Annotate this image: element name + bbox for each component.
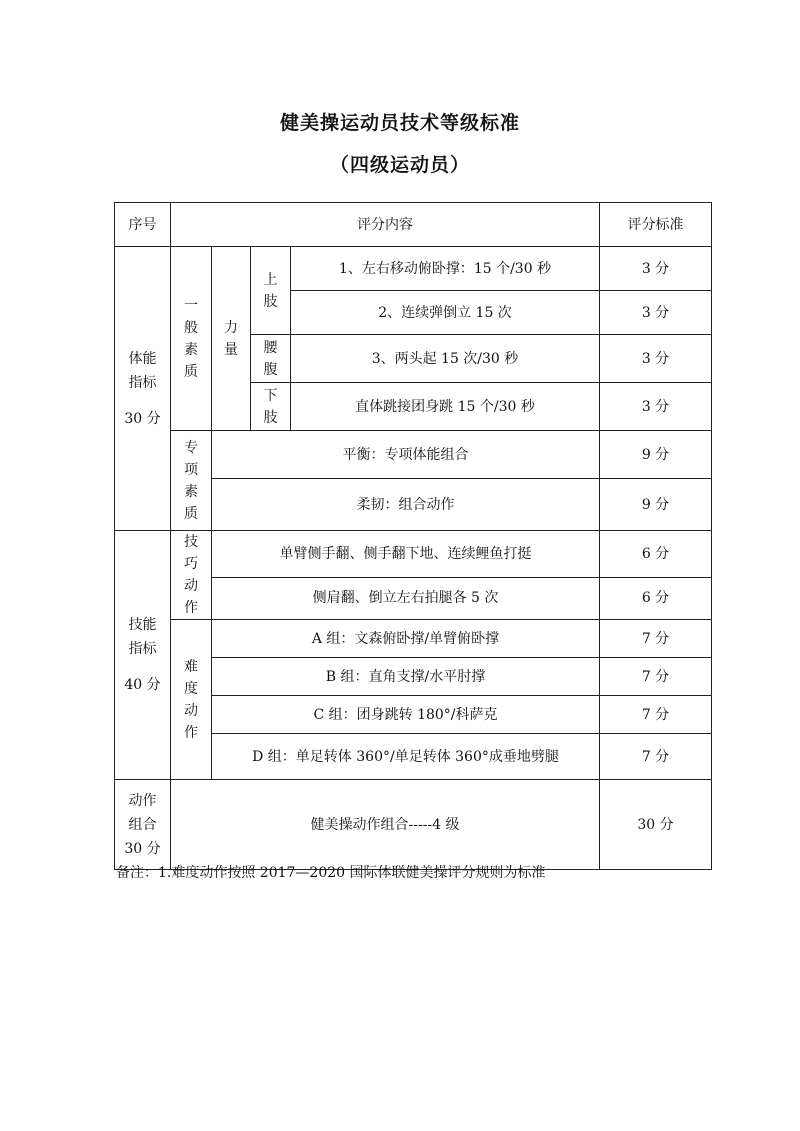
- header-standard: 评分标准: [600, 203, 712, 247]
- subcategory-difficulty-label: 难度动作: [183, 658, 198, 741]
- subcategory-difficulty: [171, 620, 212, 780]
- item-score: 9 分: [600, 431, 712, 479]
- document-title: 健美操运动员技术等级标准: [279, 112, 520, 134]
- table-row: [115, 531, 712, 578]
- table-row: [115, 620, 712, 658]
- table-row: [115, 431, 712, 479]
- part-upper: [251, 247, 291, 335]
- subcategory-special: [171, 431, 212, 531]
- part-lower: [251, 383, 291, 431]
- item-content: B 组：直角支撑/水平肘撑: [212, 658, 600, 696]
- subcategory-technique: [171, 531, 212, 620]
- subcategory-strength: [212, 247, 251, 431]
- category-skill-label2: 指标: [128, 641, 157, 657]
- item-score: 7 分: [600, 658, 712, 696]
- standards-table: [114, 202, 712, 870]
- footnote: 备注：1.难度动作按照 2017—2020 国际体联健美操评分规则为标准: [116, 865, 546, 881]
- subcategory-strength-label: 力量: [223, 319, 238, 358]
- category-physical: [115, 247, 171, 531]
- item-content: 2、连续弹倒立 15 次: [291, 291, 600, 335]
- table-row: [115, 247, 712, 291]
- item-content: A 组：文森俯卧撑/单臂俯卧撑: [212, 620, 600, 658]
- category-skill-label: 技能: [128, 617, 157, 633]
- item-content: 直体跳接团身跳 15 个/30 秒: [291, 383, 600, 431]
- category-physical-points: 30 分: [124, 410, 161, 427]
- item-content: C 组：团身跳转 180°/科萨克: [212, 696, 600, 734]
- item-score: 7 分: [600, 620, 712, 658]
- document-subtitle: （四级运动员）: [329, 154, 470, 176]
- item-score: 3 分: [600, 291, 712, 335]
- category-combo-label2: 组合: [128, 816, 157, 833]
- item-score: 3 分: [600, 383, 712, 431]
- subcategory-general: [171, 247, 212, 431]
- table-header-row: [115, 203, 712, 247]
- item-score: 7 分: [600, 696, 712, 734]
- item-content: 侧肩翻、倒立左右拍腿各 5 次: [212, 577, 600, 619]
- item-content: 3、两头起 15 次/30 秒: [291, 335, 600, 383]
- subcategory-technique-label: 技巧动作: [183, 534, 198, 616]
- item-score: 6 分: [600, 531, 712, 578]
- part-waist: [251, 335, 291, 383]
- subcategory-special-label: 专项素质: [183, 439, 198, 522]
- item-content: 柔韧：组合动作: [212, 479, 600, 531]
- category-skill: [115, 531, 171, 780]
- item-content: 1、左右移动俯卧撑：15 个/30 秒: [291, 247, 600, 291]
- part-waist-label: 腰腹: [263, 339, 278, 378]
- item-content: 健美操动作组合-----4 级: [171, 780, 600, 870]
- item-score: 3 分: [600, 247, 712, 291]
- subcategory-general-label: 一般素质: [183, 297, 198, 380]
- header-content: 评分内容: [171, 203, 600, 247]
- item-score: 3 分: [600, 335, 712, 383]
- header-index: 序号: [115, 203, 171, 247]
- category-combo-label: 动作: [128, 792, 157, 809]
- item-content: D 组：单足转体 360°/单足转体 360°成垂地劈腿: [212, 734, 600, 780]
- part-upper-label: 上肢: [263, 271, 278, 310]
- category-skill-points: 40 分: [124, 677, 161, 693]
- item-score: 7 分: [600, 734, 712, 780]
- item-score: 30 分: [600, 780, 712, 870]
- item-content: 平衡：专项体能组合: [212, 431, 600, 479]
- item-score: 9 分: [600, 479, 712, 531]
- category-physical-label2: 指标: [128, 374, 157, 391]
- item-content: 单臂侧手翻、侧手翻下地、连续鲤鱼打挺: [212, 531, 600, 578]
- table-row: [115, 780, 712, 870]
- category-combo-points: 30 分: [124, 840, 161, 857]
- item-score: 6 分: [600, 577, 712, 619]
- part-lower-label: 下肢: [263, 387, 278, 426]
- category-combo: [115, 780, 171, 870]
- category-physical-label: 体能: [128, 350, 157, 367]
